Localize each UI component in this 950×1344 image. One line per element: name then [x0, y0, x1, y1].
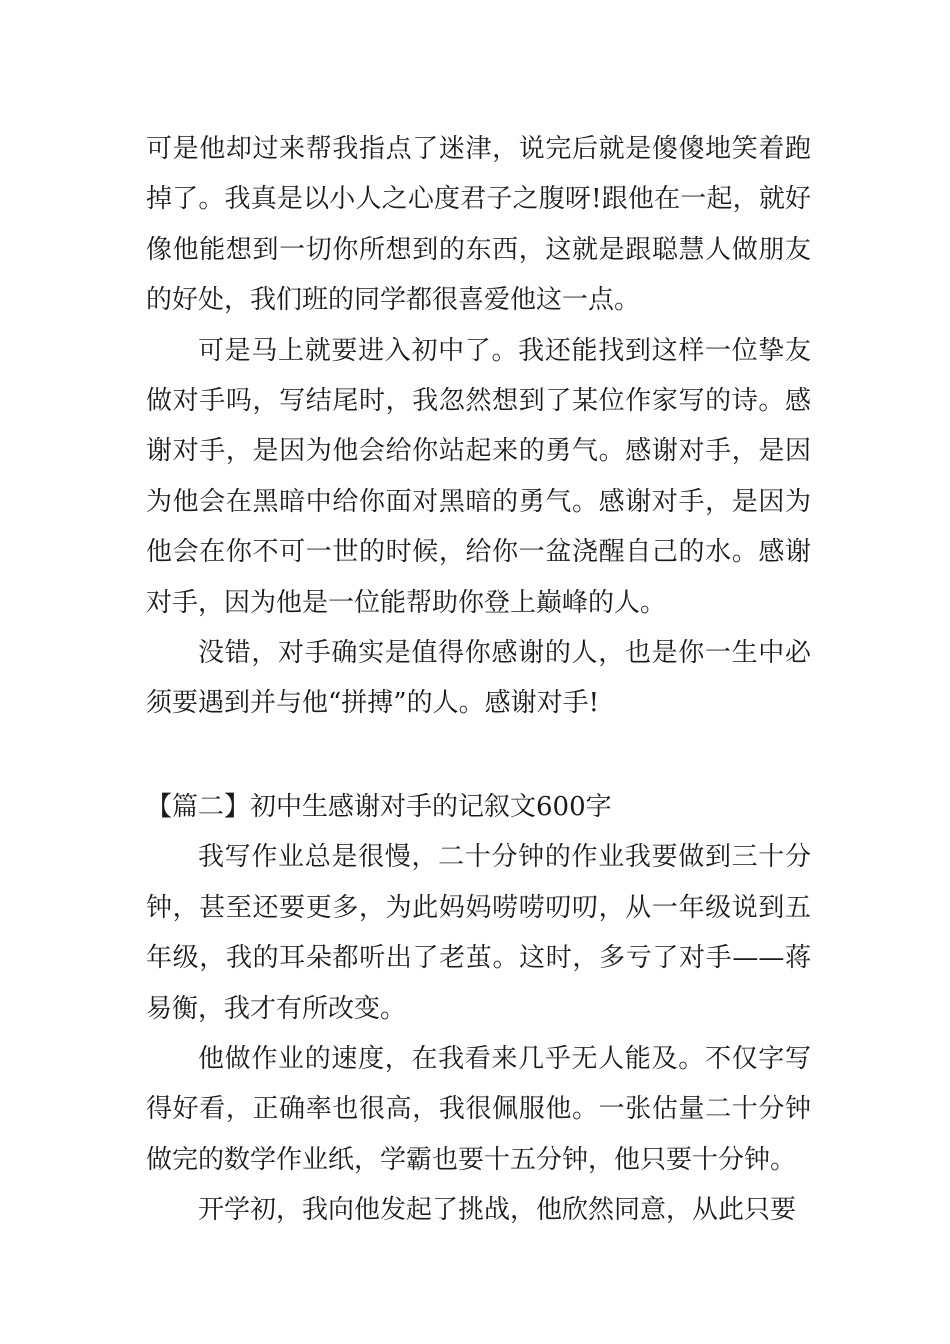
paragraph: 可是马上就要进入初中了。我还能找到这样一位挚友做对手吗，写结尾时，我忽然想到了某位作家写的诗。感谢对手，是因为他会给你站起来的勇气。感谢对手，是因为他会在黑暗中给你面对黑暗的勇气。感谢对手，是因为他会在你不可一世的时候，给你一盆浇醒自己的水。感谢对手，因为他是一位能帮助你登上巅峰的人。 [146, 335, 811, 618]
paragraph-continuation: 可是他却过来帮我指点了迷津，说完后就是傻傻地笑着跑掉了。我真是以小人之心度君子之腹呀!跟他在一起，就好像他能想到一切你所想到的东西，这就是跟聪慧人做朋友的好处，我们班的同学都很喜爱他这一点。 [146, 134, 811, 316]
paragraph: 他做作业的速度，在我看来几乎无人能及。不仅字写得好看，正确率也很高，我很佩服他。一张估量二十分钟做完的数学作业纸，学霸也要十五分钟，他只要十分钟。 [146, 1043, 811, 1175]
section-gap [146, 729, 811, 782]
paragraph: 没错，对手确实是值得你感谢的人，也是你一生中必须要遇到并与他“拼搏”的人。感谢对手! [146, 638, 811, 719]
paragraph: 开学初，我向他发起了挑战，他欣然同意，从此只要 [198, 1195, 797, 1226]
section-heading: 【篇二】初中生感谢对手的记叙文600字 [146, 791, 612, 822]
document-body [146, 124, 811, 1236]
paragraph: 我写作业总是很慢，二十分钟的作业我要做到三十分钟，甚至还要更多，为此妈妈唠唠叨叨，从一年级说到五年级，我的耳朵都听出了老茧。这时，多亏了对手——蒋易衡，我才有所改变。 [146, 842, 811, 1024]
